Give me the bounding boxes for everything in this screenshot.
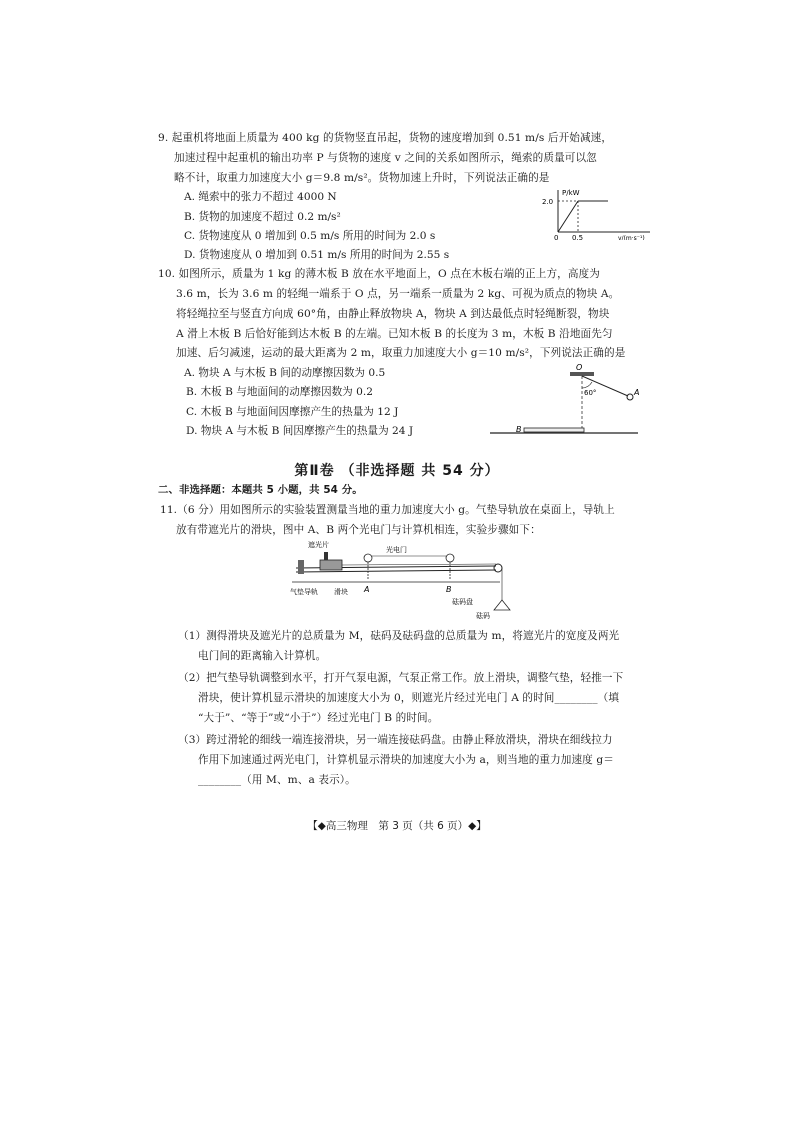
q9-option-c: C. 货物速度从 0 增加到 0.5 m/s 所用的时间为 2.0 s: [184, 230, 436, 242]
q9-power-velocity-graph: [540, 186, 660, 240]
q10-option-d: D. 物块 A 与木板 B 间因摩擦产生的热量为 24 J: [186, 425, 414, 437]
label-slider: 滑块: [334, 588, 348, 596]
label-gate-a: A: [364, 585, 370, 594]
q11-step-3-line-2: 作用下加速通过两光电门，计算机显示滑块的加速度大小为 a，则当地的重力加速度 g＝: [198, 754, 614, 766]
q10-option-b: B. 木板 B 与地面间的动摩擦因数为 0.2: [186, 386, 373, 398]
label-a: A: [634, 388, 640, 397]
section2-title: 第Ⅱ卷 （非选择题 共 54 分）: [294, 463, 500, 479]
graph-x-label: v/(m·s⁻¹): [618, 235, 645, 240]
q9-option-a: A. 绳索中的张力不超过 4000 N: [184, 191, 337, 203]
slider: [320, 560, 342, 570]
graph-origin: 0: [554, 234, 559, 240]
gate-b-icon: [446, 554, 454, 562]
q11-step-1-line-2: 电门间的距离输入计算机。: [198, 650, 327, 662]
q9-option-b: B. 货物的加速度不超过 0.2 m/s²: [184, 211, 341, 223]
graph-y-tick: 2.0: [542, 198, 554, 206]
q10-line-2: 3.6 m，长为 3.6 m 的轻绳一端系于 O 点，另一端系一质量为 2 kg、可视为质点的物块 A。: [176, 288, 620, 300]
weight-pan: [494, 600, 510, 610]
angle-arc: [582, 382, 592, 388]
label-gate: 光电门: [386, 546, 407, 554]
q10-pendulum-figure: [488, 362, 648, 442]
block-a: [627, 394, 633, 400]
q11-step-2-line-2: 滑块，使计算机显示滑块的加速度大小为 0，则遮光片经过光电门 A 的时间________（填: [198, 692, 620, 704]
section2-heading: 二、非选择题：本题共 5 小题，共 54 分。: [158, 484, 363, 496]
q9-line-3: 略不计，取重力加速度大小 g＝9.8 m/s²。货物加速上升时，下列说法正确的是: [174, 172, 550, 184]
label-rail: 气垫导轨: [290, 588, 318, 596]
q10-option-a: A. 物块 A 与木板 B 间的动摩擦因数为 0.5: [184, 367, 386, 379]
q9-line-2: 加速过程中起重机的输出功率 P 与货物的速度 v 之间的关系如图所示，绳索的质量可以忽: [174, 152, 597, 164]
label-weight: 砝码: [476, 612, 490, 620]
q11-step-2-line-1: （2）把气垫导轨调整到水平，打开气泵电源，气泵正常工作。放上滑块，调整气垫，轻推一下: [178, 672, 624, 684]
label-o: O: [576, 363, 583, 372]
graph-x-tick: 0.5: [572, 234, 584, 240]
q10-line-1: 10. 如图所示，质量为 1 kg 的薄木板 B 放在水平地面上，O 点在木板右端的正上方，高度为: [158, 268, 600, 280]
graph-power-rise: [558, 201, 578, 232]
q10-option-c: C. 木板 B 与地面间因摩擦产生的热量为 12 J: [186, 406, 399, 418]
q9-line-1: 9. 起重机将地面上质量为 400 kg 的货物竖直吊起，货物的速度增加到 0.51 m/s 后开始减速，: [158, 132, 613, 144]
label-shade: 遮光片: [308, 541, 329, 549]
q11-line-2: 放有带遮光片的滑块，图中 A、B 两个光电门与计算机相连，实验步骤如下：: [176, 524, 541, 536]
label-angle: 60°: [584, 389, 597, 397]
gate-a-icon: [364, 554, 372, 562]
label-b: B: [516, 425, 522, 434]
page-footer: 【◆高三物理 第 3 页（共 6 页）◆】: [307, 820, 487, 832]
q11-step-3-line-1: （3）跨过滑轮的细线一端连接滑块，另一端连接砝码盘。由静止释放滑块，滑块在细线拉力: [178, 734, 613, 746]
board-b: [524, 428, 584, 432]
graph-y-label: P/kW: [562, 189, 580, 197]
ceiling-mount: [570, 372, 594, 376]
pulley-icon: [494, 564, 502, 572]
label-pan: 砝码盘: [452, 598, 473, 606]
q11-step-2-line-3: “大于”、“等于”或“小于”）经过光电门 B 的时间。: [198, 712, 439, 724]
q11-air-track-figure: [290, 538, 520, 622]
q11-step-3-line-3: ________（用 M、m、a 表示）。: [198, 774, 356, 786]
q11-line-1: 11.（6 分）用如图所示的实验装置测量当地的重力加速度大小 g。气垫导轨放在桌面上，导轨上: [160, 504, 615, 516]
q10-line-5: 加速、后匀减速，运动的最大距离为 2 m，取重力加速度大小 g＝10 m/s²，下列说法正确的是: [176, 347, 626, 359]
shading-plate: [324, 552, 328, 560]
q9-option-d: D. 货物速度从 0 增加到 0.51 m/s 所用的时间为 2.55 s: [184, 249, 450, 261]
q11-step-1-line-1: （1）测得滑块及遮光片的总质量为 M，砝码及砝码盘的总质量为 m，将遮光片的宽度及两光: [178, 630, 620, 642]
string-horizontal: [342, 564, 496, 565]
q10-line-4: A 滑上木板 B 后恰好能到达木板 B 的左端。已知木板 B 的长度为 3 m，木板 B 沿地面先匀: [176, 328, 613, 340]
rail-left-end: [298, 560, 304, 574]
q10-line-3: 将轻绳拉至与竖直方向成 60°角，由静止释放物块 A，物块 A 到达最低点时轻绳断裂，物块: [176, 308, 610, 320]
label-gate-b: B: [446, 585, 452, 594]
